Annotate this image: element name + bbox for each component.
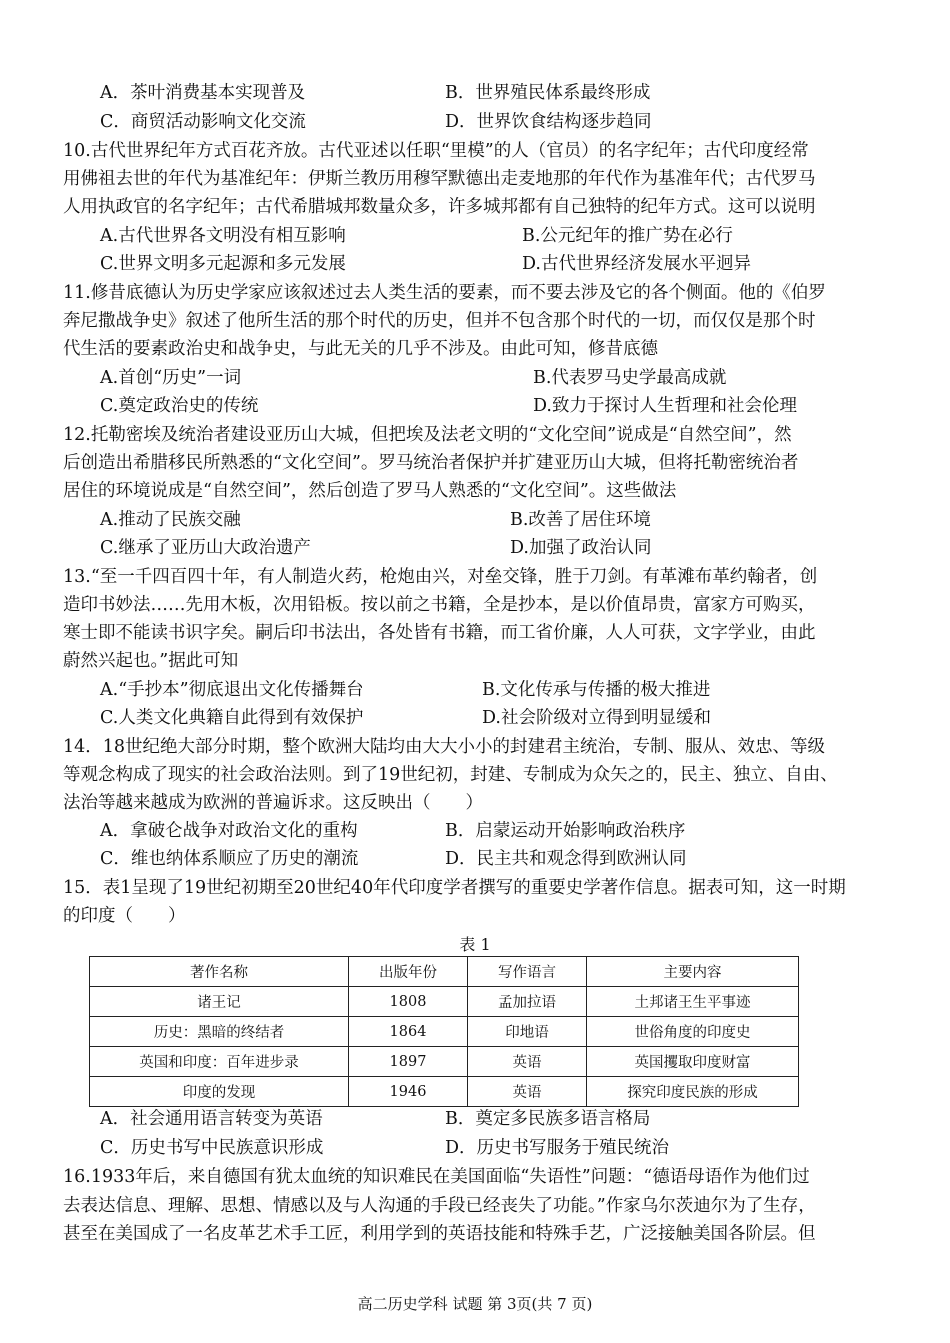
q13-stem-line: 寒士即不能读书识字矣。嗣后印书法出，各处皆有书籍，而工省价廉，人人可获，文字学业，由此 (63, 623, 816, 643)
q13-option-c: C.人类文化典籍自此得到有效保护 (100, 708, 364, 728)
q14-option-d: D．民主共和观念得到欧洲认同 (445, 849, 687, 869)
q11-option-a: A.首创“历史”一词 (100, 368, 242, 388)
table-cell: 1808 (349, 987, 468, 1017)
table-header-cell: 主要内容 (587, 957, 799, 987)
q12-option-c: C.继承了亚历山大政治遗产 (100, 538, 311, 558)
q9-option-a: A．茶叶消费基本实现普及 (100, 83, 306, 103)
works-table (89, 956, 799, 1107)
q9-option-c: C．商贸活动影响文化交流 (100, 112, 306, 132)
table-header-cell: 出版年份 (349, 957, 468, 987)
q14-option-c: C．维也纳体系顺应了历史的潮流 (100, 849, 359, 869)
table-cell: 印地语 (468, 1017, 587, 1047)
q14-option-a: A．拿破仑战争对政治文化的重构 (100, 821, 358, 841)
table-row (90, 1047, 799, 1077)
q13-stem-line: 蔚然兴起也。”据此可知 (63, 651, 239, 671)
table-caption: 表 1 (459, 935, 491, 954)
table-header-row (90, 957, 799, 987)
q12-option-b: B.改善了居住环境 (510, 510, 651, 530)
table-cell: 探究印度民族的形成 (587, 1077, 799, 1107)
q9-option-d: D．世界饮食结构逐步趋同 (445, 112, 652, 132)
table-cell: 历史：黑暗的终结者 (90, 1017, 349, 1047)
table-cell: 1897 (349, 1047, 468, 1077)
page-footer: 高二历史学科 试题 第 3页(共 7 页) (357, 1295, 593, 1313)
table-cell: 印度的发现 (90, 1077, 349, 1107)
table-cell: 英国攫取印度财富 (587, 1047, 799, 1077)
table-cell: 1946 (349, 1077, 468, 1107)
q14-option-b: B．启蒙运动开始影响政治秩序 (445, 821, 686, 841)
q15-stem-line: 的印度（ ） (63, 906, 186, 926)
q13-option-a: A.“手抄本”彻底退出文化传播舞台 (100, 680, 364, 700)
q9-option-b: B．世界殖民体系最终形成 (445, 83, 651, 103)
q15-option-b: B．奠定多民族多语言格局 (445, 1109, 651, 1129)
q16-stem-line: 甚至在美国成了一名皮革艺术手工匠，利用学到的英语技能和特殊手艺，广泛接触美国各阶层。但 (63, 1224, 816, 1244)
q13-option-d: D.社会阶级对立得到明显缓和 (482, 708, 711, 728)
q12-option-d: D.加强了政治认同 (510, 538, 652, 558)
q11-stem-line: 代生活的要素政治史和战争史，与此无关的几乎不涉及。由此可知，修昔底德 (63, 339, 658, 359)
table-cell: 孟加拉语 (468, 987, 587, 1017)
q12-stem-line: 居住的环境说成是“自然空间”，然后创造了罗马人熟悉的“文化空间”。这些做法 (63, 481, 677, 501)
q10-stem-line: 用佛祖去世的年代为基准纪年：伊斯兰教历用穆罕默德出走麦地那的年代作为基准年代；古代罗马 (63, 169, 816, 189)
q16-stem-line: 去表达信息、理解、思想、情感以及与人沟通的手段已经丧失了功能。”作家乌尔茨迪尔为了生存， (63, 1196, 816, 1216)
q10-stem-line: 人用执政官的名字纪年；古代希腊城邦数量众多，许多城邦都有自己独特的纪年方式。这可以说明 (63, 197, 816, 217)
q14-stem-line: 等观念构成了现实的社会政治法则。到了19世纪初，封建、专制成为众矢之的，民主、独立、自由、 (63, 765, 838, 785)
table-cell: 世俗角度的印度史 (587, 1017, 799, 1047)
q15-stem-line: 15．表1呈现了19世纪初期至20世纪40年代印度学者撰写的重要史学著作信息。据表可知，这一时期 (63, 878, 846, 898)
q10-option-b: B.公元纪年的推广势在必行 (522, 226, 733, 246)
table-cell: 1864 (349, 1017, 468, 1047)
q14-stem-line: 14．18世纪绝大部分时期，整个欧洲大陆均由大大小小的封建君主统治，专制、服从、效忠、等级 (63, 737, 826, 757)
table-header-cell: 著作名称 (90, 957, 349, 987)
q11-option-b: B.代表罗马史学最高成就 (533, 368, 727, 388)
q13-option-b: B.文化传承与传播的极大推进 (482, 680, 711, 700)
q10-option-a: A.古代世界各文明没有相互影响 (100, 226, 346, 246)
q11-option-c: C.奠定政治史的传统 (100, 396, 259, 416)
table-cell: 诸王记 (90, 987, 349, 1017)
q16-stem-line: 16.1933年后，来自德国有犹太血统的知识难民在美国面临“失语性”问题：“德语母语作为他们过 (63, 1167, 810, 1187)
table-cell: 英国和印度：百年进步录 (90, 1047, 349, 1077)
q10-option-c: C.世界文明多元起源和多元发展 (100, 254, 346, 274)
q11-option-d: D.致力于探讨人生哲理和社会伦理 (533, 396, 797, 416)
table-row (90, 1077, 799, 1107)
q12-option-a: A.推动了民族交融 (100, 510, 241, 530)
table-cell: 土邦诸王生平事迹 (587, 987, 799, 1017)
table-cell: 英语 (468, 1077, 587, 1107)
table-cell: 英语 (468, 1047, 587, 1077)
table-row (90, 1017, 799, 1047)
q15-option-c: C．历史书写中民族意识形成 (100, 1138, 324, 1158)
q13-stem-line: 13.“至一千四百四十年，有人制造火药，枪炮由兴，对垒交锋，胜于刀剑。有革滩布革约翰者，创 (63, 567, 818, 587)
q13-stem-line: 造印书妙法……先用木板，次用铅板。按以前之书籍，全是抄本，是以价值昂贵，富家方可购买， (63, 595, 816, 615)
q12-stem-line: 12.托勒密埃及统治者建设亚历山大城，但把埃及法老文明的“文化空间”说成是“自然空间”，然 (63, 425, 792, 445)
q15-option-a: A．社会通用语言转变为英语 (100, 1109, 323, 1129)
table-row (90, 987, 799, 1017)
q14-stem-line: 法治等越来越成为欧洲的普遍诉求。这反映出（ ） (63, 793, 483, 813)
q15-option-d: D．历史书写服务于殖民统治 (445, 1138, 670, 1158)
q11-stem-line: 奔尼撒战争史》叙述了他所生活的那个时代的历史，但并不包含那个时代的一切，而仅仅是那个时 (63, 311, 816, 331)
q10-stem-line: 10.古代世界纪年方式百花齐放。古代亚述以任职“里模”的人（官员）的名字纪年；古代印度经常 (63, 141, 809, 161)
q12-stem-line: 后创造出希腊移民所熟悉的“文化空间”。罗马统治者保护并扩建亚历山大城，但将托勒密统治者 (63, 453, 799, 473)
q10-option-d: D.古代世界经济发展水平迥异 (522, 254, 751, 274)
q11-stem-line: 11.修昔底德认为历史学家应该叙述过去人类生活的要素，而不要去涉及它的各个侧面。他的《伯罗 (63, 283, 826, 303)
table-header-cell: 写作语言 (468, 957, 587, 987)
